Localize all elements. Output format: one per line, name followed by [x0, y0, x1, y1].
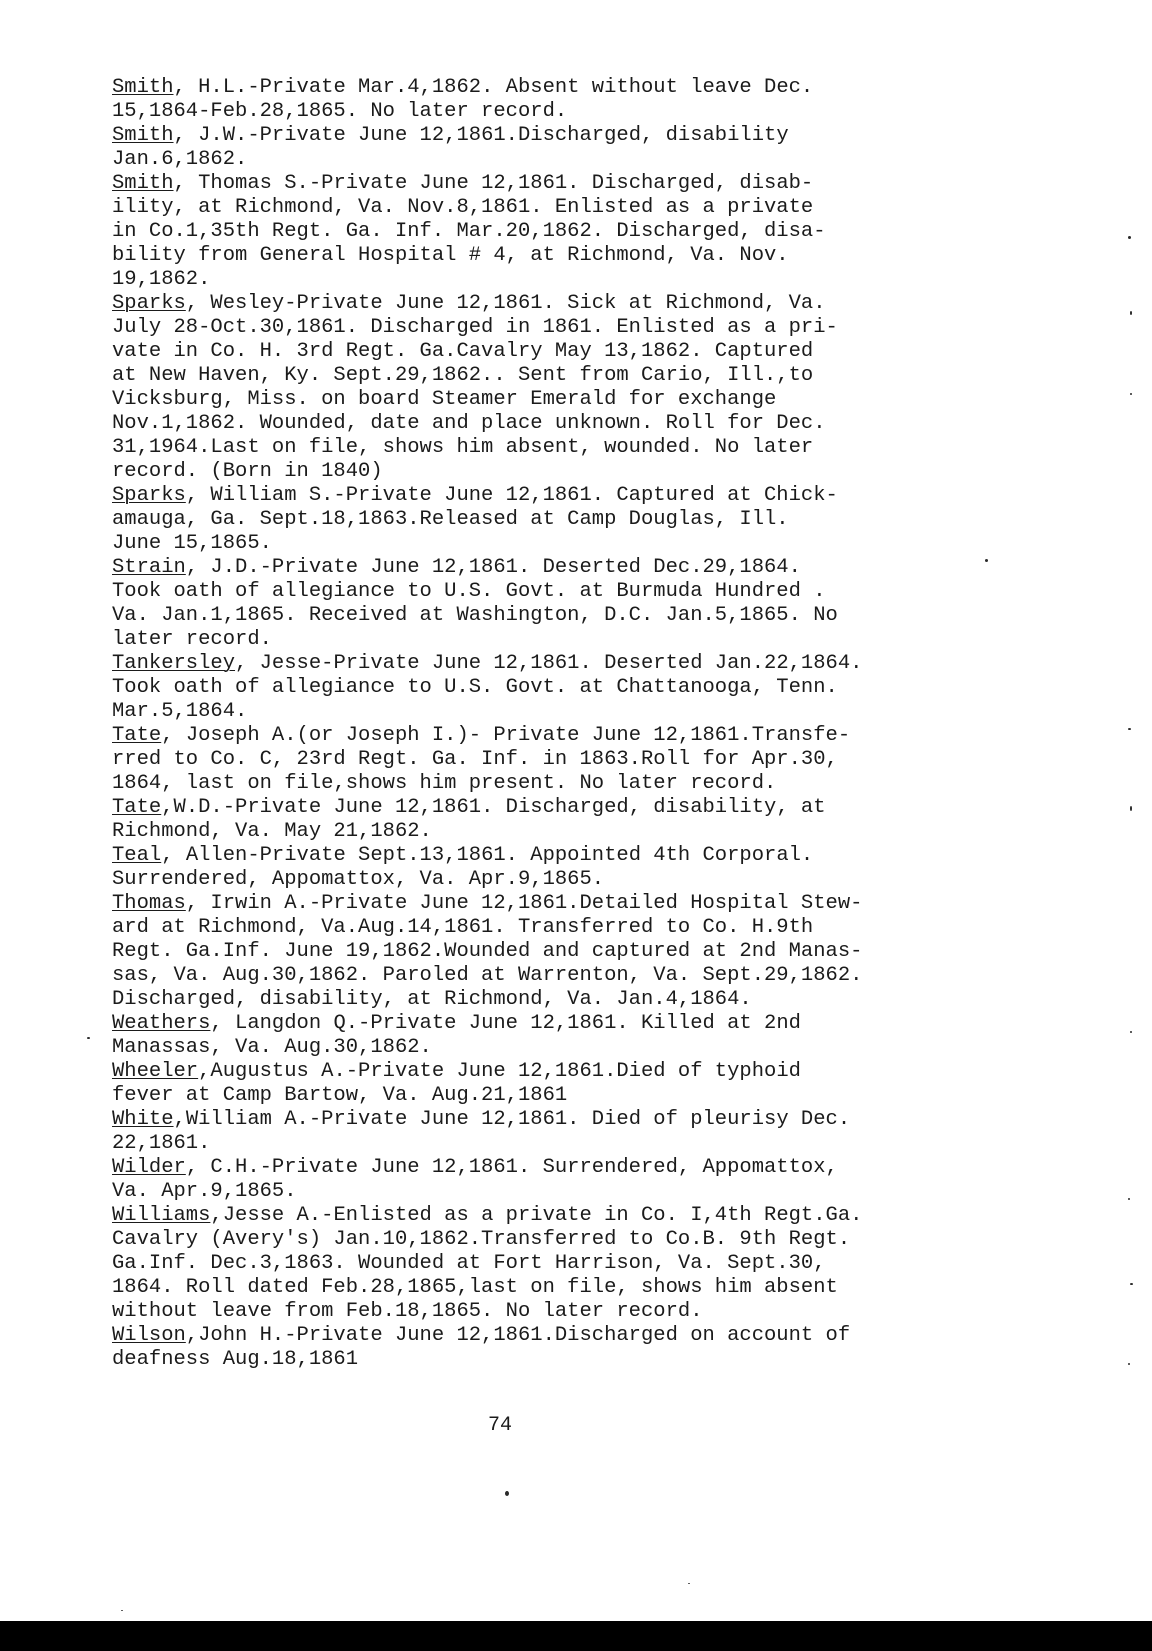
entry-surname: Sparks [112, 484, 186, 507]
entry-surname: Wilson [112, 1324, 186, 1347]
roster-entry [112, 76, 1022, 124]
entry-surname: Tankersley [112, 652, 236, 675]
entry-text: Took oath of allegiance to U.S. Govt. at Burmuda Hundred . [112, 580, 826, 603]
scan-speck [1130, 1283, 1133, 1285]
entry-text: rred to Co. C, 23rd Regt. Ga. Inf. in 1863.Roll for Apr.30, [112, 748, 838, 771]
scan-speck [1128, 236, 1131, 239]
entry-line [112, 1132, 1022, 1156]
entry-text: ility, at Richmond, Va. Nov.8,1861. Enlisted as a private [112, 196, 814, 219]
entry-line [112, 940, 1022, 964]
entry-line [112, 916, 1022, 940]
entry-line [112, 268, 1022, 292]
entry-text: , Wesley-Private June 12,1861. Sick at Richmond, Va. [185, 292, 826, 315]
scan-speck [121, 1610, 123, 1611]
entry-line [112, 340, 1022, 364]
entry-line [112, 796, 1022, 820]
entry-line [112, 484, 1022, 508]
entry-line [112, 364, 1022, 388]
entry-text: July 28-Oct.30,1861. Discharged in 1861. Enlisted as a pri- [112, 316, 838, 339]
scan-speck [87, 1037, 90, 1039]
entry-line [112, 892, 1022, 916]
entry-text: , J.D.-Private June 12,1861. Deserted Dec.29,1864. [185, 556, 801, 579]
entry-text: , H.L.-Private Mar.4,1862. Absent without leave Dec. [173, 76, 814, 99]
scan-speck [1130, 393, 1132, 395]
entry-text: bility from General Hospital # 4, at Richmond, Va. Nov. [112, 244, 789, 267]
roster-entry [112, 652, 1022, 724]
roster-list [112, 76, 1022, 1372]
entry-text: fever at Camp Bartow, Va. Aug.21,1861 [112, 1084, 568, 1107]
entry-surname: Wheeler [112, 1060, 199, 1083]
entry-line [112, 1060, 1022, 1084]
entry-surname: Smith [112, 124, 174, 147]
entry-text: vate in Co. H. 3rd Regt. Ga.Cavalry May 13,1862. Captured [112, 340, 814, 363]
scan-speck [1130, 806, 1132, 811]
entry-surname: Strain [112, 556, 186, 579]
entry-text: Mar.5,1864. [112, 700, 248, 723]
scan-speck [1130, 1031, 1132, 1033]
entry-text: 15,1864-Feb.28,1865. No later record. [112, 100, 568, 123]
roster-entry [112, 796, 1022, 844]
entry-line [112, 1108, 1022, 1132]
entry-line [112, 724, 1022, 748]
entry-text: amauga, Ga. Sept.18,1863.Released at Camp Douglas, Ill. [112, 508, 789, 531]
entry-line [112, 508, 1022, 532]
entry-line [112, 676, 1022, 700]
entry-surname: Tate [112, 796, 162, 819]
entry-text: , William S.-Private June 12,1861. Captured at Chick- [185, 484, 838, 507]
entry-text: Richmond, Va. May 21,1862. [112, 820, 432, 843]
entry-surname: Williams [112, 1204, 211, 1227]
scan-speck [985, 559, 988, 562]
roster-entry [112, 1324, 1022, 1372]
entry-line [112, 604, 1022, 628]
entry-text: Cavalry (Avery's) Jan.10,1862.Transferred to Co.B. 9th Regt. [112, 1228, 851, 1251]
entry-surname: Smith [112, 76, 174, 99]
entry-text: Va. Jan.1,1865. Received at Washington, D.C. Jan.5,1865. No [112, 604, 838, 627]
entry-line [112, 244, 1022, 268]
entry-text: , Allen-Private Sept.13,1861. Appointed 4th Corporal. [161, 844, 814, 867]
page-number: 74 [488, 1414, 513, 1437]
entry-text: ,Augustus A.-Private June 12,1861.Died of typhoid [198, 1060, 801, 1083]
entry-line [112, 100, 1022, 124]
entry-text: later record. [112, 628, 272, 651]
entry-line [112, 316, 1022, 340]
entry-line [112, 436, 1022, 460]
roster-entry [112, 1156, 1022, 1204]
entry-text: ard at Richmond, Va.Aug.14,1861. Transferred to Co. H.9th [112, 916, 814, 939]
entry-text: ,W.D.-Private June 12,1861. Discharged, disability, at [161, 796, 826, 819]
entry-surname: White [112, 1108, 174, 1131]
roster-entry [112, 292, 1022, 484]
entry-text: without leave from Feb.18,1865. No later record. [112, 1300, 703, 1323]
entry-text: 1864. Roll dated Feb.28,1865,last on file, shows him absent [112, 1276, 838, 1299]
scan-speck [505, 1491, 509, 1496]
entry-line [112, 220, 1022, 244]
entry-text: 19,1862. [112, 268, 211, 291]
entry-text: 1864, last on file,shows him present. No later record. [112, 772, 777, 795]
roster-entry [112, 1012, 1022, 1060]
entry-line [112, 772, 1022, 796]
entry-text: 31,1964.Last on file, shows him absent, wounded. No later [112, 436, 814, 459]
entry-line [112, 76, 1022, 100]
entry-line [112, 148, 1022, 172]
entry-surname: Thomas [112, 892, 186, 915]
entry-text: , C.H.-Private June 12,1861. Surrendered, Appomattox, [185, 1156, 838, 1179]
entry-text: June 15,1865. [112, 532, 272, 555]
entry-line [112, 460, 1022, 484]
entry-text: , Irwin A.-Private June 12,1861.Detailed Hospital Stew- [185, 892, 863, 915]
entry-line [112, 556, 1022, 580]
entry-text: Discharged, disability, at Richmond, Va. Jan.4,1864. [112, 988, 752, 1011]
entry-text: Ga.Inf. Dec.3,1863. Wounded at Fort Harrison, Va. Sept.30, [112, 1252, 826, 1275]
entry-text: sas, Va. Aug.30,1862. Paroled at Warrenton, Va. Sept.29,1862. [112, 964, 863, 987]
roster-entry [112, 892, 1022, 1012]
entry-surname: Sparks [112, 292, 186, 315]
entry-text: at New Haven, Ky. Sept.29,1862.. Sent from Cario, Ill.,to [112, 364, 814, 387]
entry-surname: Wilder [112, 1156, 186, 1179]
entry-line [112, 412, 1022, 436]
entry-line [112, 124, 1022, 148]
roster-entry [112, 1204, 1022, 1324]
scan-speck [1128, 1198, 1130, 1200]
entry-line [112, 964, 1022, 988]
entry-text: 22,1861. [112, 1132, 211, 1155]
entry-text: , Jesse-Private June 12,1861. Deserted Jan.22,1864. [235, 652, 863, 675]
entry-text: ,Jesse A.-Enlisted as a private in Co. I,4th Regt.Ga. [210, 1204, 863, 1227]
entry-surname: Teal [112, 844, 162, 867]
entry-surname: Smith [112, 172, 174, 195]
scan-speck [1128, 728, 1131, 730]
entry-line [112, 700, 1022, 724]
entry-line [112, 844, 1022, 868]
entry-text: Nov.1,1862. Wounded, date and place unknown. Roll for Dec. [112, 412, 826, 435]
entry-surname: Weathers [112, 1012, 211, 1035]
entry-line [112, 868, 1022, 892]
entry-line [112, 628, 1022, 652]
entry-text: , J.W.-Private June 12,1861.Discharged, disability [173, 124, 789, 147]
roster-entry [112, 172, 1022, 292]
entry-line [112, 1276, 1022, 1300]
entry-line [112, 172, 1022, 196]
entry-line [112, 1324, 1022, 1348]
roster-entry [112, 1060, 1022, 1108]
entry-line [112, 292, 1022, 316]
entry-text: Regt. Ga.Inf. June 19,1862.Wounded and captured at 2nd Manas- [112, 940, 863, 963]
entry-text: , Langdon Q.-Private June 12,1861. Killed at 2nd [210, 1012, 801, 1035]
entry-line [112, 1228, 1022, 1252]
entry-line [112, 580, 1022, 604]
entry-text: record. (Born in 1840) [112, 460, 383, 483]
entry-text: Jan.6,1862. [112, 148, 248, 171]
roster-entry [112, 484, 1022, 556]
entry-line [112, 1348, 1022, 1372]
entry-line [112, 820, 1022, 844]
entry-line [112, 988, 1022, 1012]
entry-text: ,William A.-Private June 12,1861. Died of pleurisy Dec. [173, 1108, 851, 1131]
roster-entry [112, 724, 1022, 796]
entry-line [112, 748, 1022, 772]
entry-surname: Tate [112, 724, 162, 747]
entry-line [112, 1084, 1022, 1108]
entry-text: Took oath of allegiance to U.S. Govt. at Chattanooga, Tenn. [112, 676, 838, 699]
scan-speck [1128, 1363, 1130, 1365]
entry-line [112, 388, 1022, 412]
entry-text: Vicksburg, Miss. on board Steamer Emerald for exchange [112, 388, 777, 411]
scan-speck [1130, 311, 1132, 315]
entry-text: in Co.1,35th Regt. Ga. Inf. Mar.20,1862. Discharged, disa- [112, 220, 826, 243]
roster-entry [112, 844, 1022, 892]
entry-line [112, 1012, 1022, 1036]
roster-entry [112, 556, 1022, 652]
entry-line [112, 1036, 1022, 1060]
scan-speck [688, 1583, 690, 1584]
scan-edge-bar [0, 1621, 1152, 1651]
roster-entry [112, 1108, 1022, 1156]
entry-line [112, 532, 1022, 556]
entry-text: ,John H.-Private June 12,1861.Discharged on account of [185, 1324, 851, 1347]
entry-line [112, 1180, 1022, 1204]
entry-line [112, 1156, 1022, 1180]
entry-text: , Thomas S.-Private June 12,1861. Discharged, disab- [173, 172, 814, 195]
entry-text: Manassas, Va. Aug.30,1862. [112, 1036, 432, 1059]
entry-text: Va. Apr.9,1865. [112, 1180, 297, 1203]
entry-text: , Joseph A.(or Joseph I.)- Private June 12,1861.Transfe- [161, 724, 851, 747]
entry-line [112, 1300, 1022, 1324]
entry-line [112, 196, 1022, 220]
entry-line [112, 652, 1022, 676]
entry-text: Surrendered, Appomattox, Va. Apr.9,1865. [112, 868, 605, 891]
entry-line [112, 1204, 1022, 1228]
entry-text: deafness Aug.18,1861 [112, 1348, 359, 1371]
entry-line [112, 1252, 1022, 1276]
roster-entry [112, 124, 1022, 172]
